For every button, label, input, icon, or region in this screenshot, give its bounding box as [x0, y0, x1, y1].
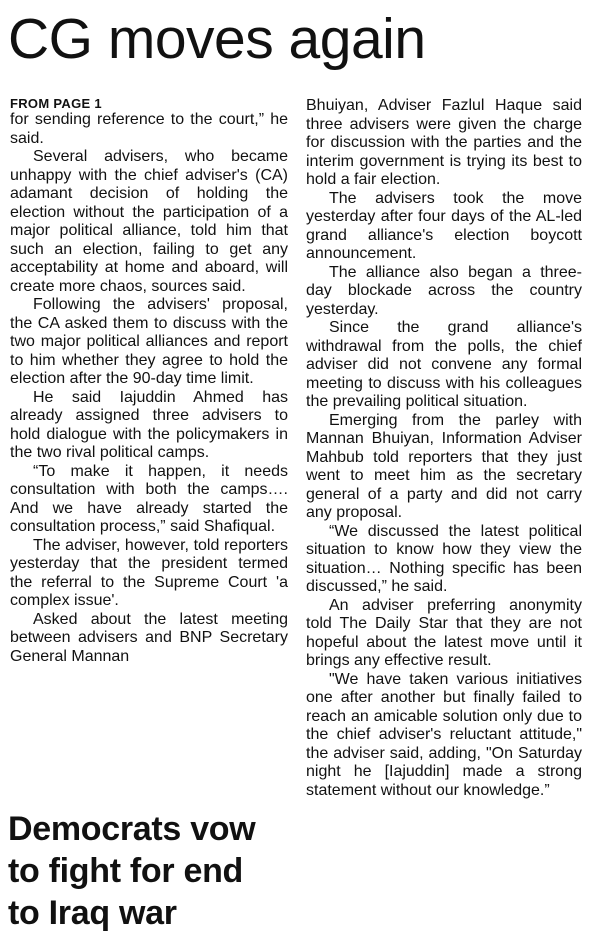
paragraph: “To make it happen, it needs consultation with both the camps…. And we have already started the consultation process,” said Shafiqual. [10, 462, 288, 535]
left-column [10, 96, 288, 666]
paragraph: Since the grand alliance's withdrawal from the polls, the chief adviser did not convene any formal meeting to discuss with his colleagues the prevailing political situation. [306, 319, 582, 410]
right-column [306, 97, 582, 800]
paragraph: The alliance also began a three-day blockade across the country yesterday. [306, 263, 582, 318]
jump-kicker: FROM PAGE 1 [10, 96, 102, 111]
paragraph: Following the advisers' proposal, the CA asked them to discuss with the two major political alliances and report to him whether they agree to hold the election after the 90-day time limit. [10, 296, 288, 387]
second-headline-line: to Iraq war [8, 894, 177, 932]
paragraph: Several advisers, who became unhappy with the chief adviser's (CA) adamant decision of holding the election without the participation of a major political alliance, told him that such an election, failing to get any acceptability at home and aboard, will create more chaos, sources said. [10, 148, 288, 295]
second-headline-line: to fight for end [8, 852, 244, 890]
paragraph: "We have taken various initiatives one after another but finally failed to reach an amicable solution only due to the chief adviser's reluctant attitude," the adviser said, adding, "On Saturday night he [Iajuddin] made a strong statement without our knowledge.” [306, 670, 582, 799]
paragraph: “We discussed the latest political situation to know how they view the situation… Nothing specific has been discussed,” he said. [306, 522, 582, 595]
paragraph: The advisers took the move yesterday after four days of the AL-led grand alliance's election boycott announcement. [306, 189, 582, 262]
paragraph: The adviser, however, told reporters yesterday that the president termed the referral to the Supreme Court 'a complex issue'. [10, 536, 288, 609]
second-headline [8, 808, 298, 934]
paragraph: Asked about the latest meeting between advisers and BNP Secretary General Mannan [10, 610, 288, 665]
second-headline-line: Democrats vow [8, 810, 256, 848]
paragraph: An adviser preferring anonymity told The Daily Star that they are not hopeful about the latest move until it brings any effective result. [306, 596, 582, 669]
headline: CG moves again [8, 7, 426, 71]
paragraph: Bhuiyan, Adviser Fazlul Haque said three advisers were given the charge for discussion with the parties and the interim government is trying its best to hold a fair election. [306, 97, 582, 188]
paragraph: Emerging from the parley with Mannan Bhuiyan, Information Adviser Mahbub told reporters that they just went to meet him as the secretary general of a party and did not carry any proposal. [306, 411, 582, 521]
paragraph: for sending reference to the court,” he said. [10, 111, 288, 147]
paragraph: He said Iajuddin Ahmed has already assigned three advisers to hold dialogue with the policymakers in the two rival political camps. [10, 388, 288, 461]
